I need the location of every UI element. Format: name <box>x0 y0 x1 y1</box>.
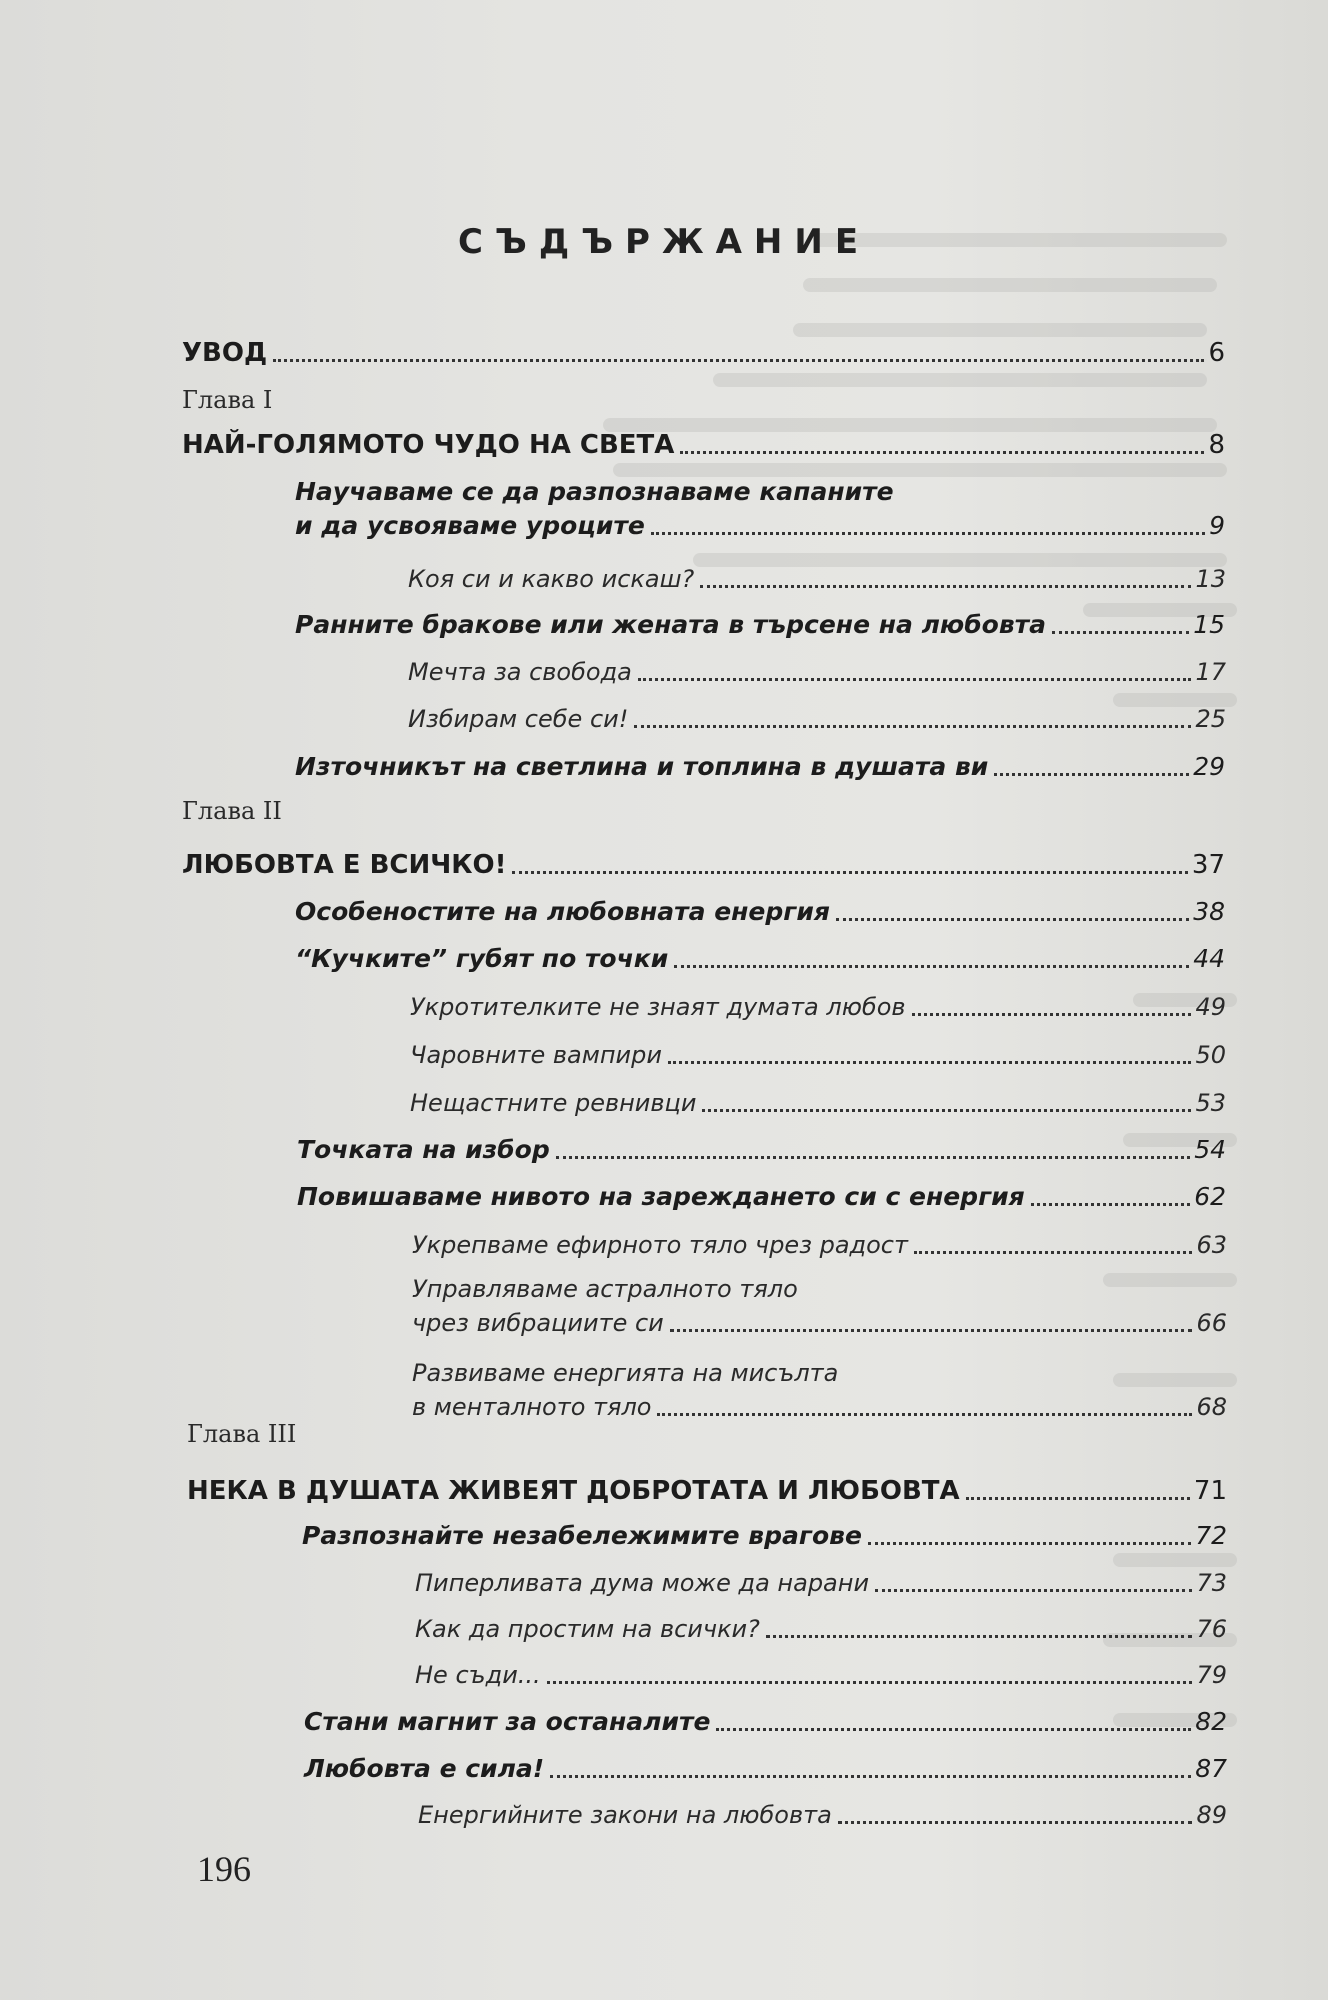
dot-leader <box>836 918 1189 921</box>
toc-entry <box>408 562 1226 596</box>
toc-page-number: 13 <box>1195 565 1226 593</box>
toc-entry-label: Развиваме енергията на мисълта <box>412 1359 839 1387</box>
dot-leader <box>914 1251 1192 1254</box>
dot-leader <box>912 1013 1192 1016</box>
dot-leader <box>766 1635 1193 1638</box>
toc-entry-label: НЕКА В ДУШАТА ЖИВЕЯТ ДОБРОТАТА И ЛЮБОВТА <box>187 1476 960 1506</box>
dot-leader <box>994 773 1189 776</box>
toc-entry <box>182 848 1225 882</box>
dot-leader <box>1031 1203 1190 1206</box>
toc-entry-label: ЛЮБОВТА Е ВСИЧКО! <box>182 850 507 880</box>
toc-entry-label: Точката на избор <box>297 1135 550 1164</box>
toc-entry-label: Енергийните закони на любовта <box>418 1801 832 1829</box>
dot-leader <box>838 1821 1193 1824</box>
toc-entry <box>412 1356 1227 1424</box>
toc-page-number: 15 <box>1193 610 1225 639</box>
toc-entry <box>412 1272 1227 1340</box>
toc-entry-label-continued: чрез вибрациите си <box>412 1309 664 1337</box>
toc-entry-label: Избирам себе си! <box>408 705 629 733</box>
toc-entry-label: Повишаваме нивото на зареждането си с енергия <box>297 1182 1025 1211</box>
dot-leader <box>966 1497 1190 1500</box>
toc-entry <box>304 1752 1227 1786</box>
toc-entry-label: Научаваме се да разпознаваме капаните <box>295 477 894 506</box>
dot-leader <box>512 871 1187 874</box>
toc-page-number: 6 <box>1208 338 1225 368</box>
toc-page-number: 72 <box>1195 1521 1227 1550</box>
dot-leader <box>638 678 1192 681</box>
toc-entry-label: “Кучките” губят по точки <box>295 944 669 973</box>
toc-entry <box>412 1228 1227 1262</box>
toc-entry <box>182 336 1225 370</box>
dot-leader <box>875 1589 1192 1592</box>
toc-entry <box>418 1798 1227 1832</box>
toc-entry-label: Пиперливата дума може да нарани <box>415 1569 870 1597</box>
toc-entry <box>182 428 1225 462</box>
dot-leader <box>700 585 1191 588</box>
toc-page-number: 62 <box>1194 1182 1226 1211</box>
chapter-heading: Глава I <box>182 386 273 414</box>
toc-page-number: 63 <box>1196 1231 1227 1259</box>
toc-entry-second-line <box>295 509 1225 543</box>
toc-entry-label: Как да простим на всички? <box>415 1615 760 1643</box>
toc-page-number: 89 <box>1196 1801 1227 1829</box>
toc-page-number: 73 <box>1196 1569 1227 1597</box>
dot-leader <box>868 1542 1191 1545</box>
toc-page-number: 53 <box>1195 1089 1226 1117</box>
toc-entry <box>408 702 1226 736</box>
toc-entry-label: Особеностите на любовната енергия <box>295 897 830 926</box>
dot-leader <box>550 1775 1191 1778</box>
dot-leader <box>670 1329 1193 1332</box>
toc-entry-label: Стани магнит за останалите <box>304 1707 711 1736</box>
toc-entry <box>295 608 1225 642</box>
toc-page-number: 29 <box>1193 752 1225 781</box>
dot-leader <box>556 1156 1190 1159</box>
toc-page-number: 66 <box>1196 1309 1227 1337</box>
toc-page-number: 25 <box>1195 705 1226 733</box>
toc-entry-label: Разпознайте незабележимите врагове <box>302 1521 862 1550</box>
toc-entry <box>187 1474 1227 1508</box>
toc-entry-second-line <box>412 1390 1227 1424</box>
dot-leader <box>651 532 1205 535</box>
toc-entry-label: Чаровните вампири <box>410 1041 662 1069</box>
toc-entry-label: Управляваме астралното тяло <box>412 1275 798 1303</box>
toc-entry <box>415 1612 1227 1646</box>
dot-leader <box>702 1109 1191 1112</box>
toc-entry <box>304 1705 1227 1739</box>
toc-entry <box>408 655 1226 689</box>
toc-entry <box>415 1566 1227 1600</box>
toc-entry-label: Укротителките не знаят думата любов <box>410 993 906 1021</box>
toc-page-number: 82 <box>1195 1707 1227 1736</box>
toc-entry <box>410 1038 1226 1072</box>
toc-page-number: 68 <box>1196 1393 1227 1421</box>
dot-leader <box>273 359 1204 362</box>
toc-entry <box>295 475 1225 543</box>
dot-leader <box>668 1061 1191 1064</box>
toc-entry-label: Не съди... <box>415 1661 541 1689</box>
toc-page-number: 44 <box>1193 944 1225 973</box>
toc-entry <box>295 942 1225 976</box>
toc-page-number: 9 <box>1209 511 1225 540</box>
toc-entry <box>295 895 1225 929</box>
page-number: 196 <box>197 1849 251 1889</box>
toc-entry-label: Нещастните ревнивци <box>410 1089 697 1117</box>
dot-leader <box>680 451 1204 454</box>
toc-page-number: 8 <box>1208 430 1225 460</box>
toc-entry-label: УВОД <box>182 338 268 368</box>
page-title: СЪДЪРЖАНИЕ <box>457 222 871 262</box>
toc-entry <box>410 990 1226 1024</box>
toc-entry-label: НАЙ-ГОЛЯМОТО ЧУДО НА СВЕТА <box>182 430 675 460</box>
dot-leader <box>716 1728 1191 1731</box>
chapter-heading: Глава III <box>187 1420 297 1448</box>
toc-page-number: 71 <box>1193 1476 1227 1506</box>
toc-entry-label: Ранните бракове или жената в търсене на любовта <box>295 610 1047 639</box>
toc-entry <box>302 1519 1227 1553</box>
toc-entry <box>415 1658 1227 1692</box>
toc-page-number: 54 <box>1194 1135 1226 1164</box>
toc-entry <box>410 1086 1226 1120</box>
toc-page-number: 87 <box>1195 1754 1227 1783</box>
toc-entry-label-continued: в менталното тяло <box>412 1393 652 1421</box>
dot-leader <box>657 1413 1192 1416</box>
dot-leader <box>674 965 1189 968</box>
toc-page-number: 49 <box>1195 993 1226 1021</box>
toc-entry <box>297 1180 1226 1214</box>
toc-entry-label: Мечта за свобода <box>408 658 632 686</box>
dot-leader <box>634 725 1191 728</box>
toc-page-number: 50 <box>1195 1041 1226 1069</box>
toc-page-number: 38 <box>1193 897 1225 926</box>
dot-leader <box>547 1681 1193 1684</box>
toc-entry-second-line <box>412 1306 1227 1340</box>
toc-entry-label: Любовта е сила! <box>304 1754 545 1783</box>
toc-entry <box>297 1133 1226 1167</box>
toc-page-number: 17 <box>1195 658 1226 686</box>
toc-page-number: 76 <box>1196 1615 1227 1643</box>
dot-leader <box>1052 631 1189 634</box>
toc-page-number: 79 <box>1196 1661 1227 1689</box>
toc-entry-label: Коя си и какво искаш? <box>408 565 695 593</box>
toc-entry-label: Източникът на светлина и топлина в душата ви <box>295 752 989 781</box>
chapter-heading: Глава II <box>182 797 282 825</box>
toc-entry-label: Укрепваме ефирното тяло чрез радост <box>412 1231 908 1259</box>
toc-page-number: 37 <box>1191 850 1225 880</box>
toc-entry <box>295 750 1225 784</box>
toc-entry-label-continued: и да усвояваме уроците <box>295 511 645 540</box>
